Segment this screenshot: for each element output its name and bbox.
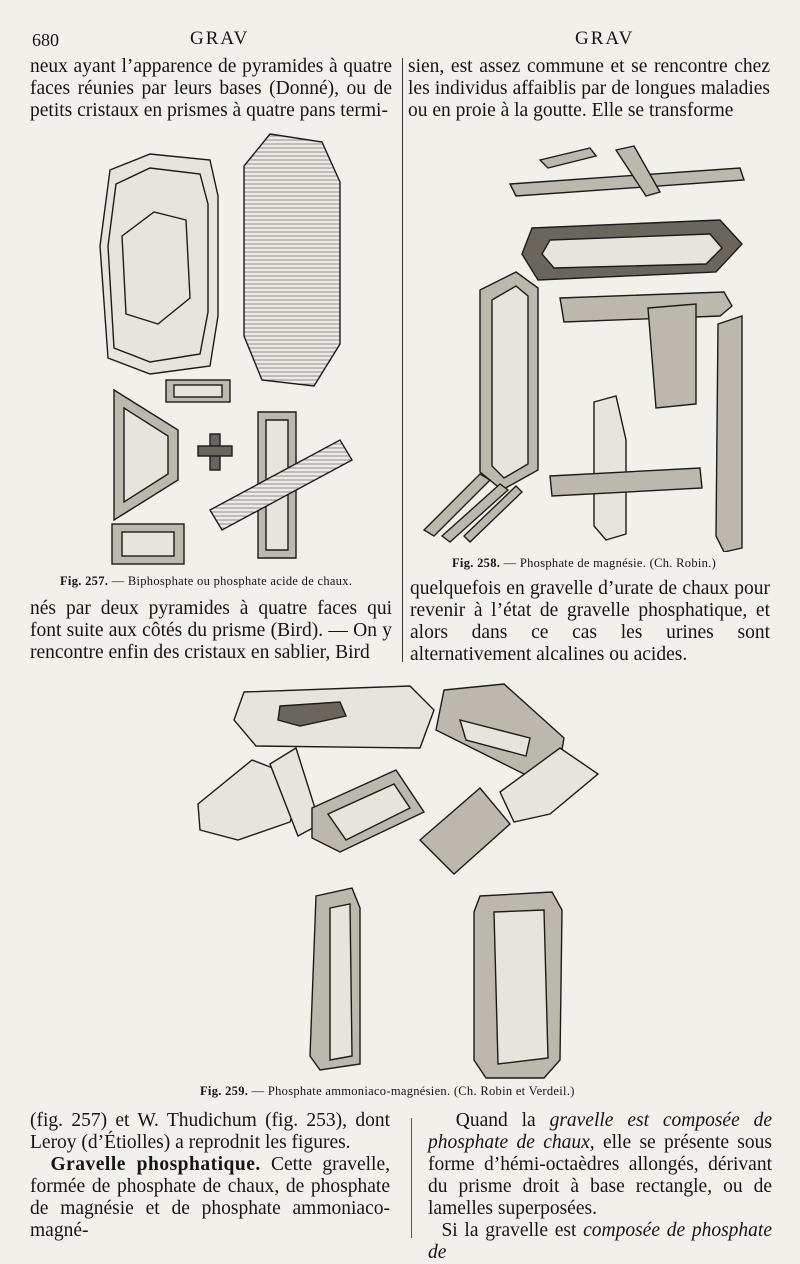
text-block-left-top: [30, 56, 392, 122]
caption-text: — Phosphate ammoniaco-magnésien. (Ch. Robin et Verdeil.): [248, 1084, 575, 1098]
text-block-right-top: [408, 56, 770, 122]
paragraph: neux ayant l’apparence de pyramides à quatre faces réunies par leurs bases (Donné), ou de petits cristaux en prismes à quatre pans termi-: [30, 56, 392, 121]
figure-259-illustration: [180, 664, 640, 1082]
figure-257-illustration: [90, 126, 390, 572]
caption-text: — Biphosphate ou phosphate acide de chaux.: [108, 574, 353, 588]
figure-number: Fig. 259.: [200, 1084, 249, 1098]
column-divider-top: [402, 58, 403, 662]
figure-258-illustration: [420, 140, 780, 552]
italic-phrase: gravelle est composée de phosphate de chaux: [428, 1110, 773, 1153]
caption-text: — Phosphate de magnésie. (Ch. Robin.): [500, 556, 717, 570]
running-head-left: GRAV: [190, 28, 250, 49]
paragraph-text: Si la gravelle est: [441, 1220, 584, 1241]
figure-258-caption: [452, 556, 716, 571]
paragraph-text: Cette gravelle, formée de phosphate de chaux, de phosphate de magnésie et de phosphate ammoniaco-magné-: [30, 1154, 390, 1241]
paragraph: (fig. 257) et W. Thudichum (fig. 253), dont Leroy (d’Étiolles) a reprodnit les figures.: [30, 1110, 390, 1153]
paragraph: [428, 1220, 772, 1264]
figure-number: Fig. 258.: [452, 556, 501, 570]
text-block-right-middle: [410, 578, 770, 666]
page-number: 680: [32, 30, 59, 50]
text-block-right-bottom: [428, 1110, 772, 1264]
paragraph: sien, est assez commune et se rencontre chez les individus affaiblis par de longues maladies ou en proie à la goutte. Elle se transforme: [408, 56, 770, 121]
figure-number: Fig. 257.: [60, 574, 109, 588]
figure-259-caption: [200, 1084, 575, 1099]
paragraph-text: Quand la: [455, 1110, 550, 1131]
text-block-left-middle: [30, 598, 392, 664]
section-heading-gravelle-phosphatique: Gravelle phosphatique.: [50, 1154, 261, 1175]
running-head-right: GRAV: [575, 28, 635, 49]
italic-phrase: composée de phosphate de: [428, 1220, 772, 1263]
paragraph: nés par deux pyramides à quatre faces qui font suite aux côtés du prisme (Bird). — On y rencontre enfin des cristaux en sablier, Bird: [30, 598, 392, 663]
column-divider-bottom: [411, 1118, 412, 1238]
figure-257-caption: [60, 574, 352, 589]
page-header: [0, 26, 800, 56]
paragraph-text: , elle se présente sous forme d’hémi-octaèdres allongés, dérivant du prisme droit à base rectangle, ou de lamelles superposées.: [428, 1132, 772, 1219]
paragraph: [30, 1154, 390, 1242]
paragraph: [428, 1110, 772, 1220]
paragraph: quelquefois en gravelle d’urate de chaux pour revenir à l’état de gravelle phosphatique, et alors dans ce cas les urines sont alternativement alcalines ou acides.: [410, 578, 770, 665]
text-block-left-bottom: [30, 1110, 390, 1242]
